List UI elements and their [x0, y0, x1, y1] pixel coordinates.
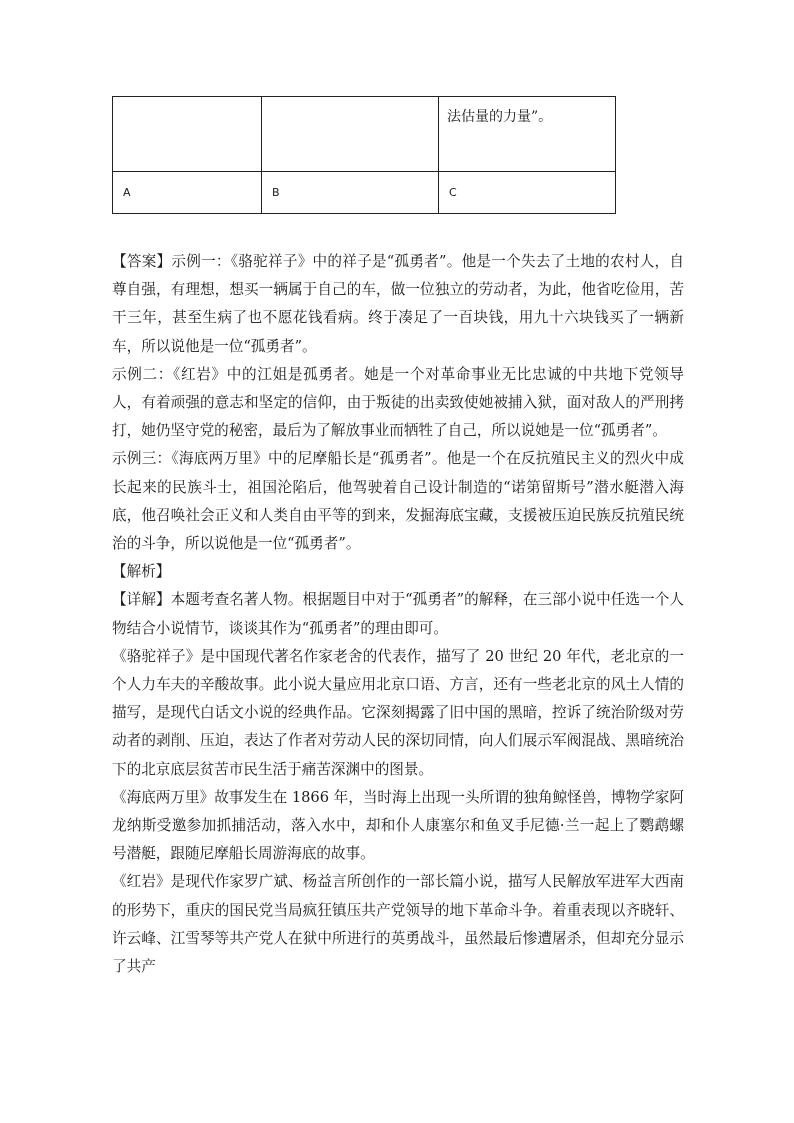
answer-example-1: 【答案】示例一：《骆驼祥子》中的祥子是“孤勇者”。他是一个失去了土地的农村人，自尊自强，有理想，想买一辆属于自己的车，做一位独立的劳动者，为此，他省吃俭用，苦干三年，甚至生病了也不愿花钱看病。终于凑足了一百块钱，用九十六块钱买了一辆新车，所以说他是一位“孤勇者”。 [112, 253, 684, 355]
detail-paragraph: 【详解】本题考查名著人物。根据题目中对于“孤勇者”的解释，在三部小说中任选一个人物结合小说情节，谈谈其作为“孤勇者”的理由即可。 [112, 591, 684, 637]
table-label-a: A [113, 172, 262, 214]
answer-table [112, 96, 616, 214]
table-cell-c-content [439, 97, 616, 172]
camel-xiangzi-paragraph: 《骆驼祥子》是中国现代著名作家老舍的代表作，描写了 20 世纪 20 年代，老北京的一个人力车夫的辛酸故事。此小说大量应用北京口语、方言，还有一些老北京的风土人情的描写，是现代白话文小说的经典作品。它深刻揭露了旧中国的黑暗，控诉了统治阶级对劳动者的剥削、压迫，表达了作者对劳动人民的深切同情，向人们展示军阀混战、黑暗统治下的北京底层贫苦市民生活于痛苦深渊中的图景。 [112, 647, 684, 778]
table-cell-a-content [113, 97, 262, 172]
table-label-c: C [439, 172, 616, 214]
answer-example-3: 示例三：《海底两万里》中的尼摩船长是“孤勇者”。他是一个在反抗殖民主义的烈火中成长起来的民族斗士，祖国沦陷后，他驾驶着自己设计制造的“诺第留斯号”潜水艇潜入海底，他召唤社会正义和人类自由平等的到来，发掘海底宝藏，支援被压迫民族反抗殖民统治的斗争，所以说他是一位“孤勇者”。 [112, 450, 684, 553]
table-cell-text: 法估量的力量”。 [447, 109, 553, 125]
document-body [112, 248, 684, 981]
table-cell-b-content [262, 97, 439, 172]
hongyan-paragraph: 《红岩》是现代作家罗广斌、杨益言所创作的一部长篇小说，描写人民解放军进军大西南的形势下，重庆的国民党当局疯狂镇压共产党领导的地下革命斗争。着重表现以齐晓轩、许云峰、江雪琴等共产党人在狱中所进行的英勇战斗，虽然最后惨遭屠杀，但却充分显示了共产 [112, 873, 684, 976]
table-label-b: B [262, 172, 439, 214]
answer-example-2: 示例二：《红岩》中的江姐是孤勇者。她是一个对革命事业无比忠诚的中共地下党领导人，有着顽强的意志和坚定的信仰，由于叛徒的出卖致使她被捕入狱，面对敌人的严刑拷打，她仍坚守党的秘密，最后为了解放事业而牺牲了自己，所以说她是一位“孤勇者”。 [112, 365, 684, 440]
twenty-thousand-leagues-paragraph: 《海底两万里》故事发生在 1866 年，当时海上出现一头所谓的独角鲸怪兽，博物学家阿龙纳斯受邀参加抓捕活动，落入水中，却和仆人康塞尔和鱼叉手尼德·兰一起上了鹦鹉螺号潜艇，跟随尼摩船长周游海底的故事。 [112, 788, 684, 863]
analysis-heading: 【解析】 [112, 563, 171, 581]
